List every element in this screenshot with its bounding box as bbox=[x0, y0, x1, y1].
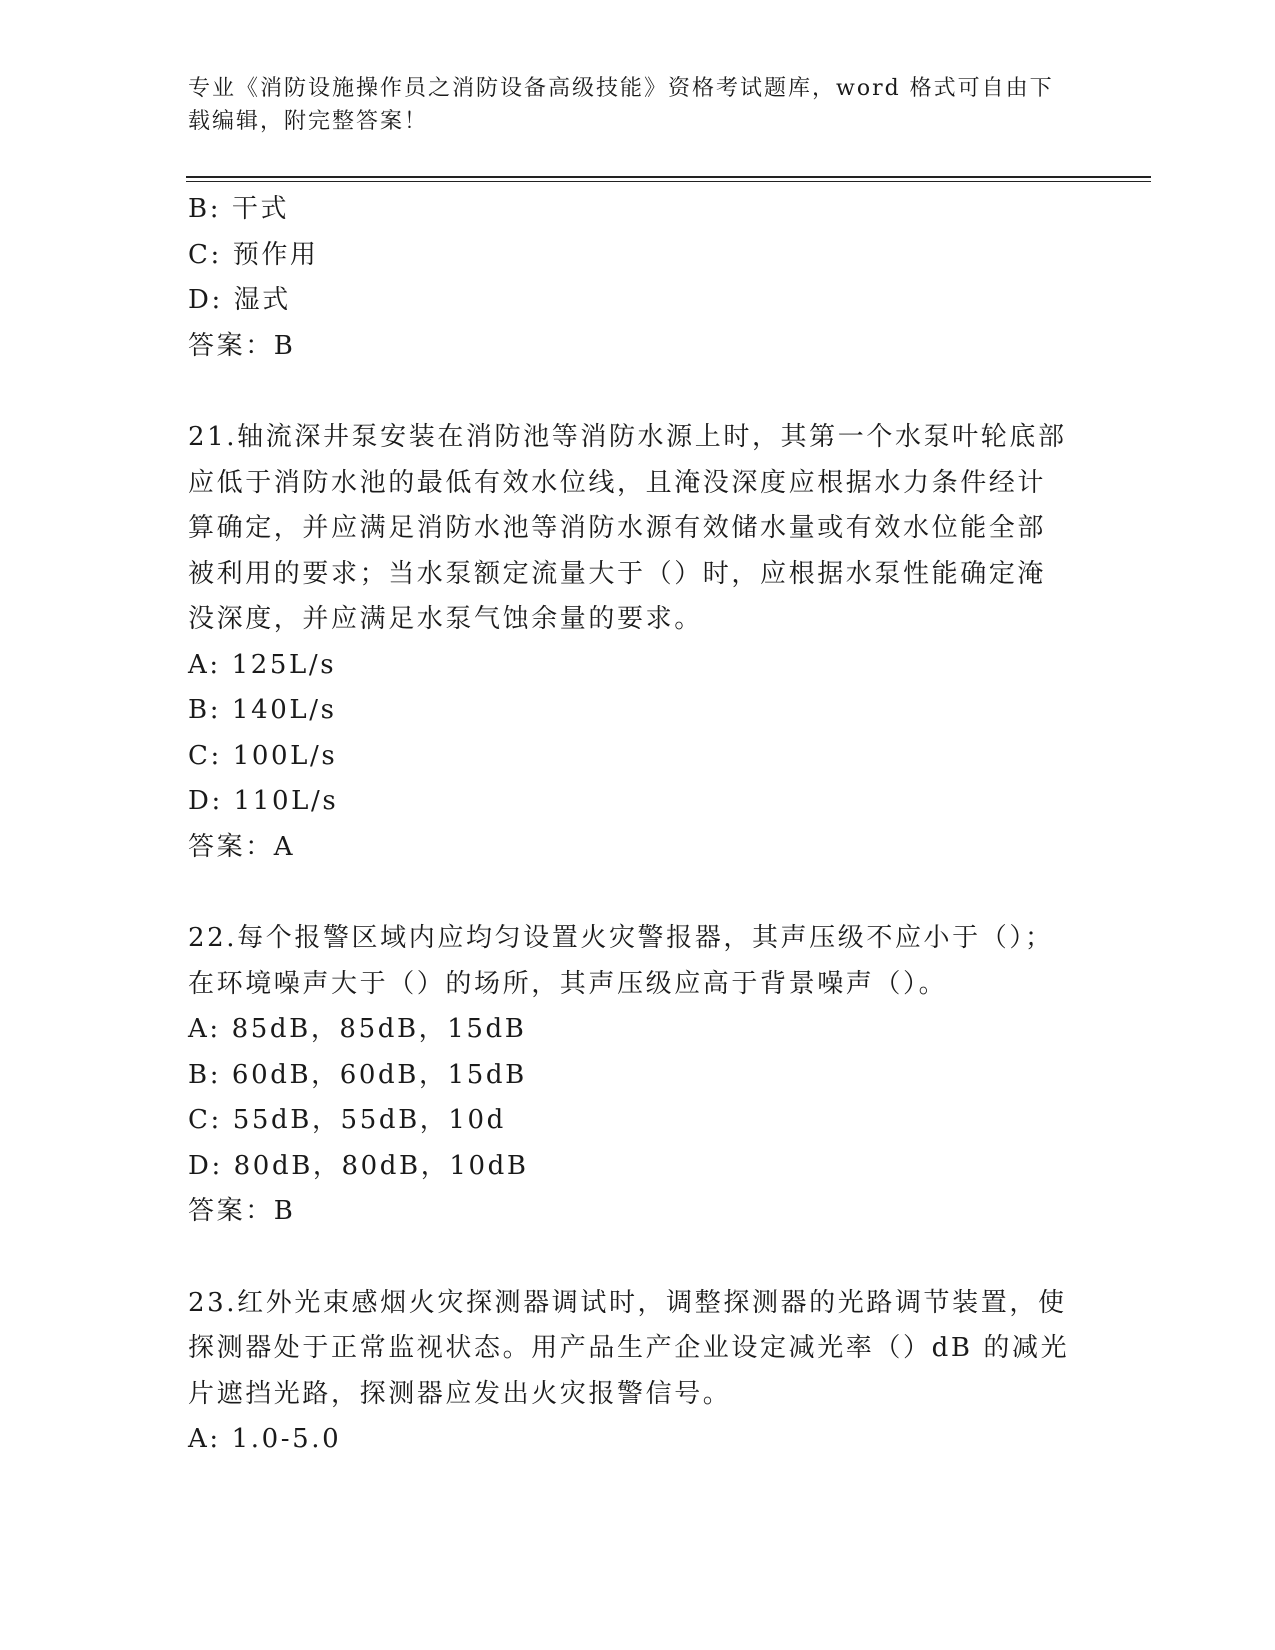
option-a: A: 85dB，85dB，15dB bbox=[188, 1014, 527, 1044]
question-text-line: 21.轴流深井泵安装在消防池等消防水源上时，其第一个水泵叶轮底部 bbox=[188, 422, 1067, 452]
header-line-1: 专业《消防设施操作员之消防设备高级技能》资格考试题库，word 格式可自由下 bbox=[188, 76, 1054, 101]
question-block-20 bbox=[188, 187, 1068, 369]
question-list bbox=[188, 187, 1068, 1463]
option-d: D: 110L/s bbox=[188, 786, 339, 816]
option-c: C: 55dB，55dB，10d bbox=[188, 1105, 506, 1135]
question-text-line: 23.红外光束感烟火灾探测器调试时，调整探测器的光路调节装置，使 bbox=[188, 1287, 1067, 1318]
document-header bbox=[188, 72, 1068, 138]
question-text-line: 探测器处于正常监视状态。用产品生产企业设定减光率（）dB 的减光 bbox=[188, 1333, 1070, 1363]
option-b: B: 60dB，60dB，15dB bbox=[188, 1059, 527, 1090]
question-text-line: 22.每个报警区域内应均匀设置火灾警报器，其声压级不应小于（）； bbox=[188, 923, 1054, 953]
question-block-23 bbox=[188, 1281, 1068, 1463]
option-c: C: 预作用 bbox=[188, 239, 319, 270]
header-rule-thin bbox=[186, 181, 1151, 182]
header-rule-thick bbox=[186, 176, 1151, 178]
answer-line: 答案：B bbox=[188, 330, 296, 361]
option-c: C: 100L/s bbox=[188, 740, 338, 771]
option-d: D: 湿式 bbox=[188, 285, 291, 315]
question-text-line: 在环境噪声大于（）的场所，其声压级应高于背景噪声（）。 bbox=[188, 968, 948, 999]
header-line-2: 载编辑，附完整答案！ bbox=[188, 109, 429, 134]
spacer bbox=[188, 369, 1068, 415]
question-text-line: 应低于消防水池的最低有效水位线，且淹没深度应根据水力条件经计 bbox=[188, 467, 1047, 498]
option-d: D: 80dB，80dB，10dB bbox=[188, 1150, 529, 1181]
option-b: B: 140L/s bbox=[188, 695, 337, 725]
question-block-21 bbox=[188, 415, 1068, 870]
question-block-22 bbox=[188, 916, 1068, 1235]
question-text-line: 算确定，并应满足消防水池等消防水源有效储水量或有效水位能全部 bbox=[188, 513, 1047, 543]
question-text-line: 没深度，并应满足水泵气蚀余量的要求。 bbox=[188, 604, 703, 634]
spacer bbox=[188, 870, 1068, 916]
answer-line: 答案：A bbox=[188, 831, 296, 862]
question-text-line: 被利用的要求；当水泵额定流量大于（）时，应根据水泵性能确定淹 bbox=[188, 558, 1047, 589]
option-a: A: 1.0-5.0 bbox=[188, 1424, 342, 1454]
spacer bbox=[188, 1235, 1068, 1281]
option-b: B: 干式 bbox=[188, 194, 290, 224]
answer-line: 答案：B bbox=[188, 1196, 296, 1226]
question-text-line: 片遮挡光路，探测器应发出火灾报警信号。 bbox=[188, 1378, 732, 1409]
option-a: A: 125L/s bbox=[188, 649, 337, 680]
